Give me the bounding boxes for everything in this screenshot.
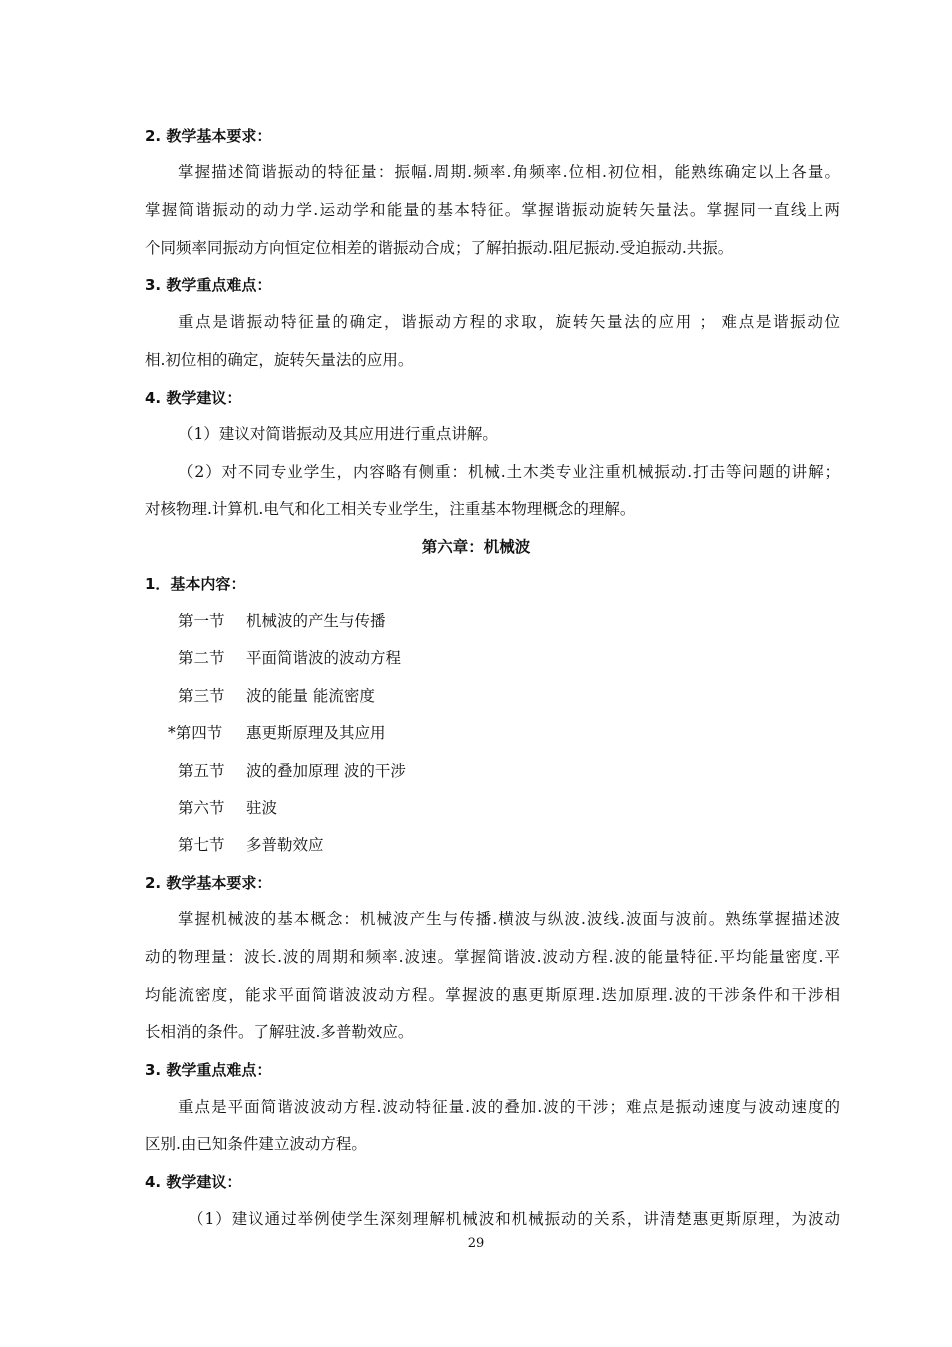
section-number: 第六节	[178, 799, 225, 817]
section-number: 第七节	[178, 836, 225, 854]
section-number: 第三节	[178, 687, 225, 705]
page-number: 29	[467, 1236, 485, 1251]
prev-requirements-heading: 2. 教学基本要求：	[145, 127, 272, 145]
section-name: 机械波的产生与传播	[246, 612, 386, 630]
section-name: 驻波	[246, 799, 278, 817]
advice-line: （1）建议通过举例使学生深刻理解机械波和机械振动的关系，讲清楚惠更斯原理，为波动	[188, 1210, 840, 1228]
prev-advice-line: 对核物理.计算机.电气和化工相关专业学生，注重基本物理概念的理解。	[145, 500, 636, 518]
advice-heading: 4. 教学建议：	[145, 1173, 242, 1191]
requirements-line: 均能流密度，能求平面简谐波波动方程。掌握波的惠更斯原理.迭加原理.波的干涉条件和干涉相	[145, 986, 840, 1004]
prev-advice-line: （2）对不同专业学生，内容略有侧重：机械.土木类专业注重机械振动.打击等问题的讲解；	[178, 463, 840, 481]
prev-advice-heading: 4. 教学建议：	[145, 389, 242, 407]
section-number: 第五节	[178, 762, 225, 780]
prev-keypoints-heading: 3. 教学重点难点：	[145, 276, 272, 294]
section-name: 惠更斯原理及其应用	[246, 724, 386, 742]
keypoints-line: 区别.由已知条件建立波动方程。	[145, 1135, 367, 1153]
prev-requirements-line: 掌握简谐振动的动力学.运动学和能量的基本特征。掌握谐振动旋转矢量法。掌握同一直线上两	[145, 201, 840, 219]
section-number: 第一节	[178, 612, 225, 630]
requirements-line: 动的物理量：波长.波的周期和频率.波速。掌握简谐波.波动方程.波的能量特征.平均能量密度.平	[145, 948, 840, 966]
prev-requirements-line: 个同频率同振动方向恒定位相差的谐振动合成；了解拍振动.阻尼振动.受迫振动.共振。	[145, 239, 734, 257]
section-name: 波的能量 能流密度	[246, 687, 375, 705]
prev-advice-line: （1）建议对简谐振动及其应用进行重点讲解。	[178, 425, 498, 443]
keypoints-line: 重点是平面简谐波波动方程.波动特征量.波的叠加.波的干涉；难点是振动速度与波动速度的	[178, 1098, 840, 1116]
prev-requirements-line: 掌握描述简谐振动的特征量：振幅.周期.频率.角频率.位相.初位相，能熟练确定以上各量。	[178, 163, 840, 181]
requirements-line: 长相消的条件。了解驻波.多普勒效应。	[145, 1023, 414, 1041]
section-name: 多普勒效应	[246, 836, 324, 854]
prev-keypoints-line: 重点是谐振动特征量的确定，谐振动方程的求取，旋转矢量法的应用 ； 难点是谐振动位	[178, 313, 840, 331]
keypoints-heading: 3. 教学重点难点：	[145, 1061, 272, 1079]
requirements-line: 掌握机械波的基本概念：机械波产生与传播.横波与纵波.波线.波面与波前。熟练掌握描述波	[178, 910, 840, 928]
prev-keypoints-line: 相.初位相的确定，旋转矢量法的应用。	[145, 351, 414, 369]
content-heading: 1．基本内容：	[145, 575, 246, 593]
section-number: *第四节	[168, 724, 223, 742]
section-name: 平面简谐波的波动方程	[246, 649, 402, 667]
section-number: 第二节	[178, 649, 225, 667]
requirements-heading: 2. 教学基本要求：	[145, 874, 272, 892]
section-name: 波的叠加原理 波的干涉	[246, 762, 406, 780]
chapter-title: 第六章：机械波	[421, 538, 531, 556]
